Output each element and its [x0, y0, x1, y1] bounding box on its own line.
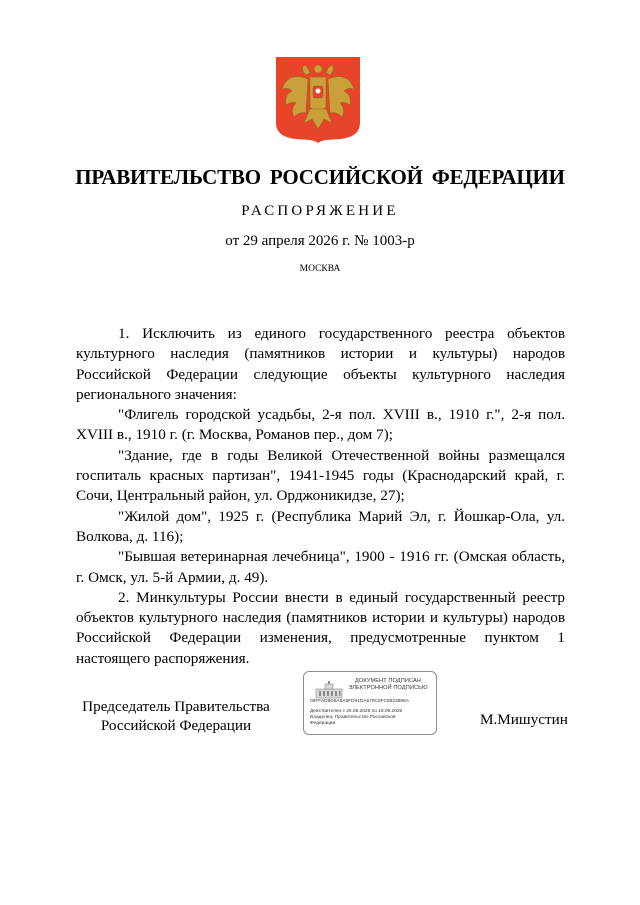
stamp-owner-line2: Федерации — [310, 721, 336, 726]
stamp-validity: Действителен с 26.06.2025 по 19.09.2026 — [310, 709, 403, 714]
paragraph-object-1: "Флигель городской усадьбы, 2-я пол. XVIII в., 1910 г.", 2-я пол. XVIII в., 1910 г. (г. Москва, Романов пер., дом 7); — [76, 406, 565, 444]
paragraph-item-1: 1. Исключить из единого государственного реестра объектов культурного наследия (памятников истории и культуры) народов Российской Федерации следующие объекты культурного наследия регионального значения: — [76, 325, 565, 403]
document-type: РАСПОРЯЖЕНИЕ — [241, 203, 399, 219]
document-body — [76, 324, 565, 669]
stamp-title-line1: ДОКУМЕНТ ПОДПИСАН — [355, 678, 421, 684]
paragraph-object-3: "Жилой дом", 1925 г. (Республика Марий Эл, г. Йошкар-Ола, ул. Волкова, д. 116); — [76, 507, 565, 545]
organization-title: ПРАВИТЕЛЬСТВО РОССИЙСКОЙ ФЕДЕРАЦИИ — [75, 165, 565, 189]
stamp-certificate: 00FFAD9D6A5A6FD91DA579C5FC8823885A — [310, 699, 409, 704]
electronic-signature-stamp — [303, 671, 437, 735]
signatory-position-line1: Председатель Правительства — [82, 698, 270, 715]
paragraph-item-2: 2. Минкультуры России внести в единый государственный реестр объектов культурного наследия (памятников истории и культуры) народов Российской Федерации изменения, предусмотренные пунктом 1 настоящего распоряжения. — [76, 588, 565, 667]
stamp-title — [342, 678, 434, 692]
paragraph-object-2: "Здание, где в годы Великой Отечественной войны размещался госпиталь красных партизан", 1941-1945 годы (Краснодарский край, г. Сочи, Центральный район, ул. Орджоникидзе, 27); — [76, 446, 565, 505]
document-date-number: от 29 апреля 2026 г. № 1003-р — [225, 233, 415, 249]
government-building-icon — [314, 680, 344, 700]
stamp-owner-line1: Владелец: Правительство Российской — [310, 715, 396, 720]
coat-of-arms-icon — [276, 57, 360, 143]
signatory-position — [76, 697, 276, 735]
document-city: МОСКВА — [299, 264, 341, 274]
stamp-title-line2: ЭЛЕКТРОННОЙ ПОДПИСЬЮ — [348, 685, 428, 691]
paragraph-object-4: "Бывшая ветеринарная лечебница", 1900 - 1916 гг. (Омская область, г. Омск, ул. 5-й Армии, д. 49). — [76, 548, 565, 586]
signatory-position-line2: Российской Федерации — [100, 717, 252, 734]
signatory-name: М.Мишустин — [480, 711, 568, 728]
